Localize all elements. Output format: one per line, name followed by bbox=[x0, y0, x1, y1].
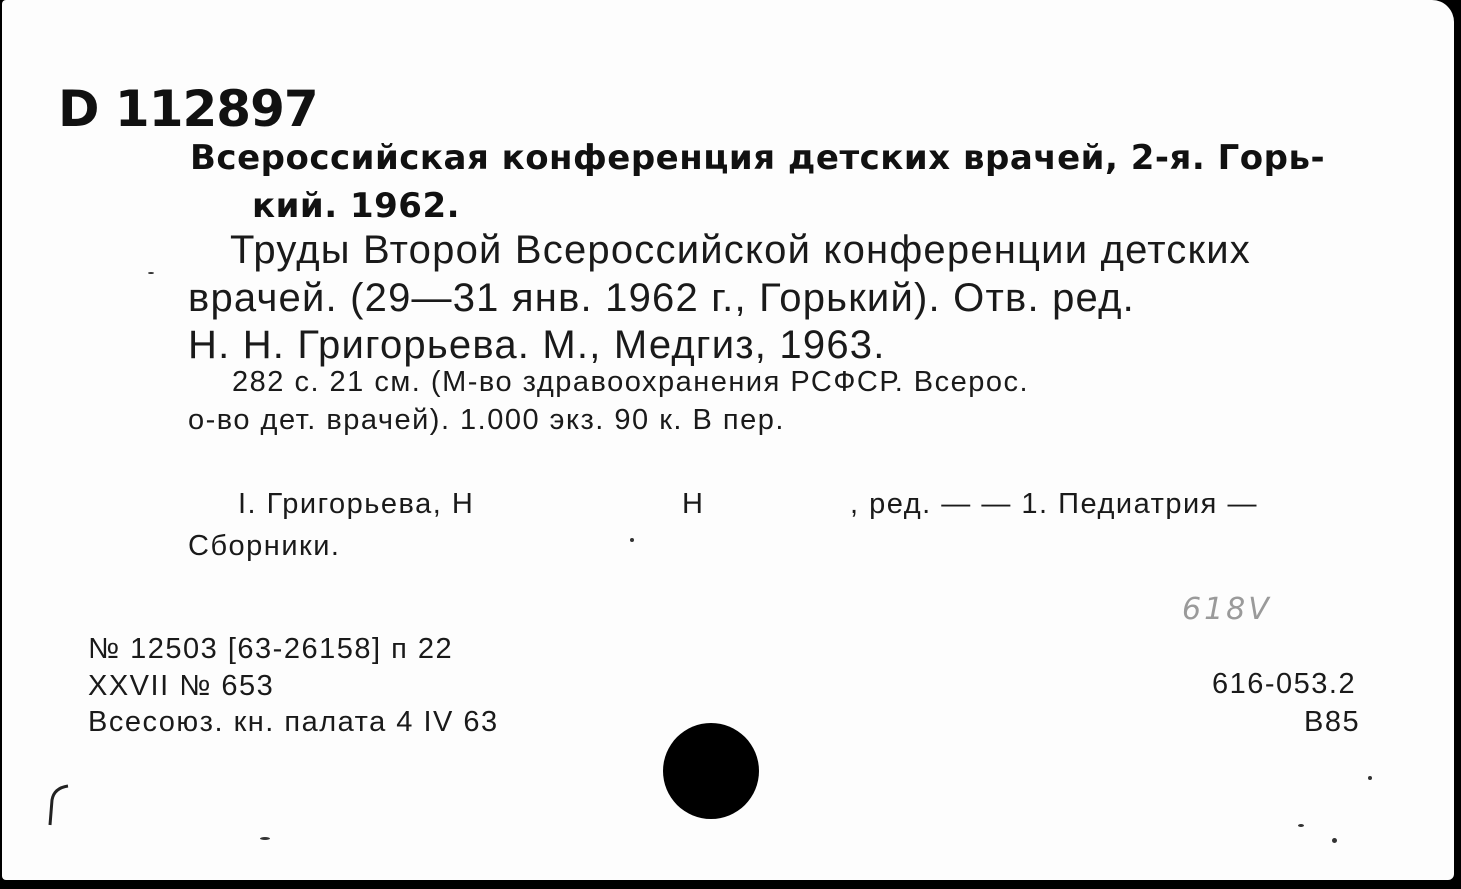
title-line-2: врачей. (29—31 янв. 1962 г., Горький). Отв. ред. bbox=[188, 276, 1135, 320]
tracing-part-2: Н bbox=[682, 488, 705, 520]
pencil-stroke-mark bbox=[40, 780, 80, 830]
title-line-1: Труды Второй Всероссийской конференции детских bbox=[230, 228, 1251, 272]
heading-line-1: Всероссийская конференция детских врачей, 2-я. Горь- bbox=[190, 138, 1326, 178]
dust-speck bbox=[1332, 838, 1337, 843]
catalog-card bbox=[2, 0, 1454, 880]
dust-speck bbox=[260, 837, 270, 840]
registry-line-1: № 12503 [63-26158] п 22 bbox=[88, 633, 454, 665]
udc-line-2: В85 bbox=[1304, 706, 1361, 738]
tracing-part-3: , ред. — — 1. Педиатрия — bbox=[850, 488, 1258, 520]
udc-line-1: 616-053.2 bbox=[1212, 668, 1357, 700]
collation-line-2: о-во дет. врачей). 1.000 экз. 90 к. В пер. bbox=[188, 404, 785, 436]
call-number: D 112897 bbox=[58, 80, 318, 138]
punch-hole bbox=[663, 723, 759, 819]
pencil-mark: 618V bbox=[1182, 592, 1272, 627]
dust-speck bbox=[630, 538, 634, 542]
dust-speck bbox=[1368, 776, 1372, 780]
collation-line-1: 282 с. 21 см. (М-во здравоохранения РСФСР. Всерос. bbox=[232, 366, 1030, 398]
registry-line-3: Всесоюз. кн. палата 4 IV 63 bbox=[88, 706, 499, 738]
registry-line-2: XXVII № 653 bbox=[88, 670, 275, 702]
title-line-3: Н. Н. Григорьева. М., Медгиз, 1963. bbox=[188, 323, 886, 367]
tracing-part-1: I. Григорьева, Н bbox=[238, 488, 475, 520]
tracing-line-2: Сборники. bbox=[188, 530, 341, 562]
dust-speck bbox=[1298, 824, 1304, 827]
heading-line-2: кий. 1962. bbox=[252, 186, 461, 226]
dust-speck bbox=[148, 272, 154, 274]
